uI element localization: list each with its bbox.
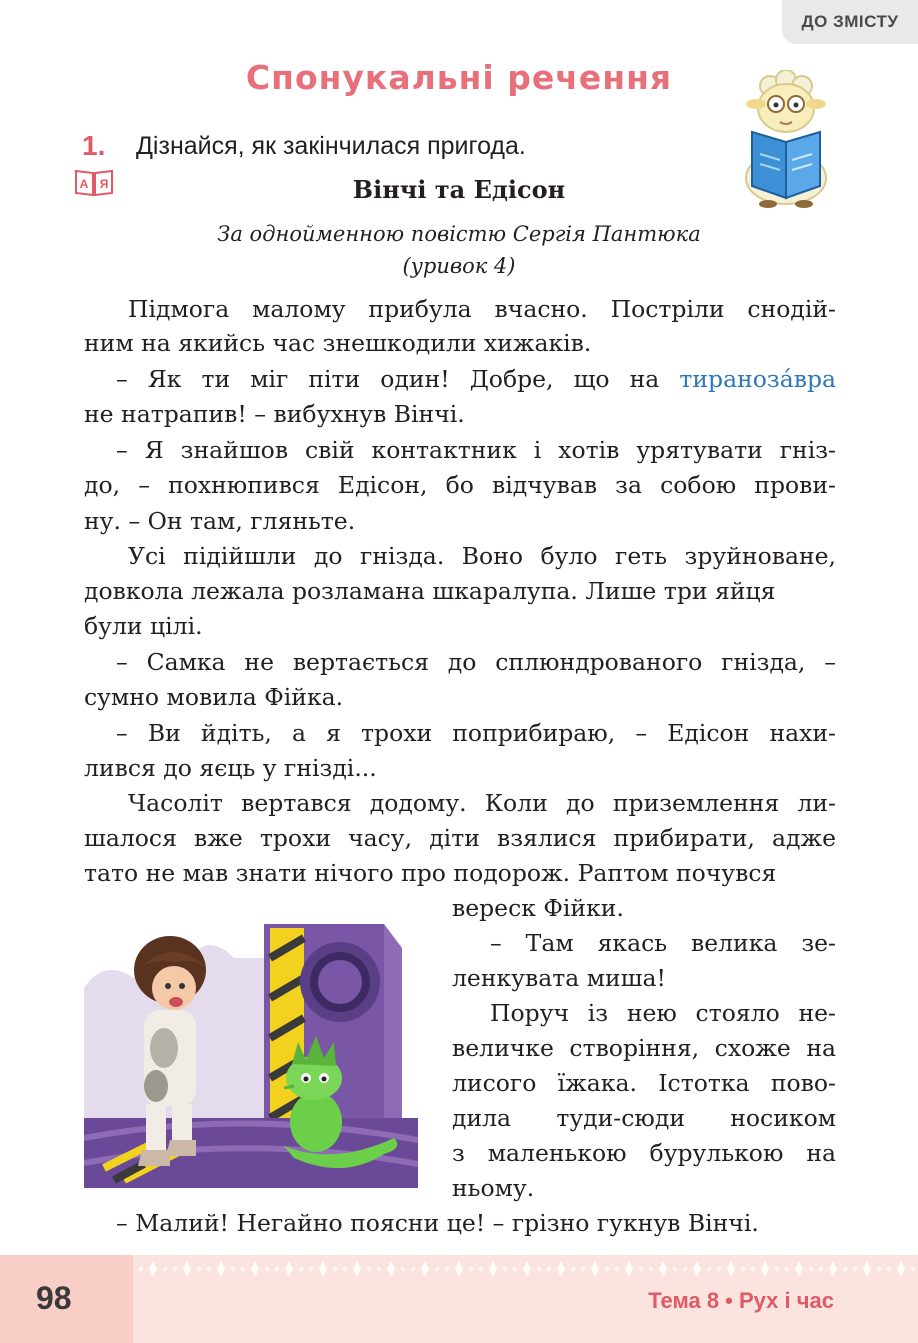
text-line: – Я знайшов свій контактник і хотів урятувати гніз- [116, 436, 836, 464]
text-line [84, 362, 836, 398]
text-line: ну. – Он там, гляньте. [84, 507, 356, 535]
story-source [0, 218, 918, 282]
svg-text:Я: Я [99, 177, 109, 191]
text-line: були цілі. [84, 612, 203, 640]
text-line: ньому. [452, 1174, 535, 1202]
text-line: ленкувата миша! [452, 964, 666, 992]
story-excerpt-line: (уривок 4) [402, 254, 516, 278]
text-line: – Ви йдіть, а я трохи поприбираю, – Едісон нахи- [116, 719, 836, 747]
text-line: вереск Фійки. [452, 894, 624, 922]
text-line: лився до яєць у гнізді... [84, 754, 377, 782]
footer-ornament [0, 1258, 918, 1280]
text-line: шалося вже трохи часу, діти взялися прибирати, адже [84, 824, 836, 852]
svg-text:А: А [79, 177, 89, 191]
text-line: довкола лежала розламана шкаралупа. Лише три яйця [84, 577, 776, 605]
text-line: Підмога малому прибула вчасно. Постріли снодій- [128, 295, 836, 323]
text-line: – Малий! Негайно поясни це! – грізно гукнув Вінчі. [116, 1209, 759, 1237]
task-number: 1. [82, 130, 106, 161]
text-line: – Там якась велика зе- [490, 929, 836, 957]
story-title: Вінчі та Едісон [352, 175, 566, 204]
text-line: ним на якийсь час знешкодили хижаків. [84, 329, 592, 357]
page-title: Спонукальні речення [245, 58, 673, 97]
text-line: до, – похнюпився Едісон, бо відчував за собою прови- [84, 471, 836, 499]
text-line: не натрапив! – вибухнув Вінчі. [84, 400, 465, 428]
text-line: величке створіння, схоже на [452, 1034, 836, 1062]
text-line: Усі підійшли до гнізда. Воно було геть зруйноване, [128, 542, 836, 570]
page-number: 98 [36, 1280, 72, 1316]
text-line: Часоліт вертався додому. Коли до приземлення ли- [128, 789, 836, 817]
text-line: – Самка не вертається до сплюндрованого гнізда, – [116, 648, 836, 676]
text-line: лисого їжака. Істотка пово- [452, 1069, 836, 1097]
story-illustration [84, 918, 418, 1188]
contents-tab-button[interactable]: ДО ЗМІСТУ [782, 0, 918, 44]
glossary-term[interactable]: тиранозáвра [679, 365, 836, 393]
text-fragment: – Як ти міг піти один! Добре, що на [116, 365, 660, 393]
story-author-line: За однойменною повістю Сергія Пантюка [217, 222, 701, 246]
text-line: тато не мав знати нічого про подорож. Раптом почувся [84, 859, 777, 887]
text-line: дила туди-сюди носиком [452, 1104, 836, 1132]
text-line: з маленькою бурулькою на [452, 1139, 836, 1167]
text-line: сумно мовила Фійка. [84, 683, 344, 711]
text-line: Поруч із нею стояло не- [490, 999, 836, 1027]
task-instruction: Дізнайся, як закінчилася пригода. [136, 132, 526, 160]
theme-label: Тема 8 • Рух і час [648, 1288, 834, 1313]
